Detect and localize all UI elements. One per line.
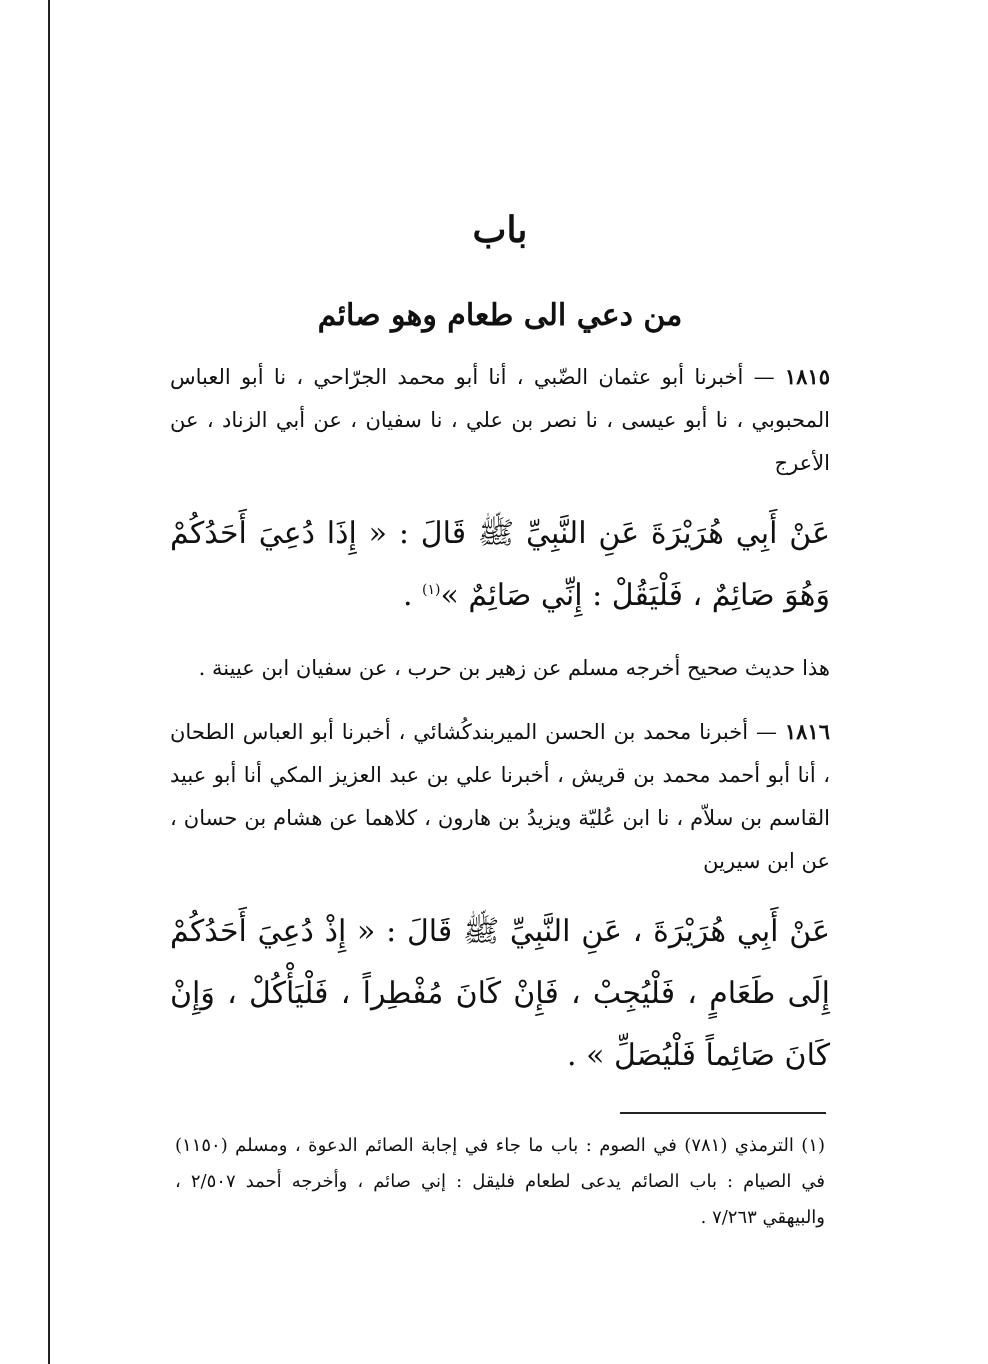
page-gutter-line bbox=[48, 0, 50, 1364]
footnote-1: (١) الترمذي (٧٨١) في الصوم : باب ما جاء في إجابة الصائم الدعوة ، ومسلم (١١٥٠) في الصيام : باب الصائم يدعى لطعام فليقل : إني صائم ، وأخرجه أحمد ٢/٥٠٧ ، والبيهقي ٧/٢٦٣ . bbox=[175, 1135, 826, 1228]
hadith-1816-isnad bbox=[170, 710, 830, 883]
hadith-1816-matn: عَنْ أَبِي هُرَيْرَةَ ، عَنِ النَّبِيِّ ﷺ قَالَ : « إِذْ دُعِيَ أَحَدُكُمْ إِلَى طَعَامٍ ، فَلْيُجِبْ ، فَإِنْ كَانَ مُفْطِراً ، فَلْيَأْكُلْ ، وَإِنْ كَانَ صَائِماً فَلْيُصَلِّ » . bbox=[170, 914, 830, 1073]
footnote-separator bbox=[620, 1112, 826, 1114]
hadith-1815-matn bbox=[170, 503, 830, 627]
footnote-marker: (١) bbox=[422, 582, 441, 598]
hadith-1815-number: ١٨١٥ bbox=[784, 364, 830, 389]
hadith-1815-isnad bbox=[170, 355, 830, 485]
hadith-1815-matn-text: عَنْ أَبِي هُرَيْرَةَ عَنِ النَّبِيِّ ﷺ قَالَ : « إِذَا دُعِيَ أَحَدُكُمْ وَهُوَ صَائِمٌ ، فَلْيَقُلْ : إِنِّي صَائِمٌ » bbox=[170, 516, 830, 613]
chapter-heading: باب bbox=[472, 209, 528, 251]
chapter-title: من دعي الى طعام وهو صائم bbox=[317, 298, 683, 333]
hadith-1816-isnad-text: — أخبرنا محمد بن الحسن الميربندكُشائي ، أخبرنا أبو العباس الطحان ، أنا أبو أحمد محمد بن قريش ، أخبرنا علي بن عبد العزيز المكي أنا أبو عبيد القاسم بن سلاّم ، نا ابن عُليّة ويزيدُ بن هارون ، كلاهما عن هشام بن حسان ، عن ابن سيرين bbox=[170, 720, 830, 873]
hadith-1816-number: ١٨١٦ bbox=[784, 719, 830, 744]
hadith-1815-isnad-text: — أخبرنا أبو عثمان الضّبي ، أنا أبو محمد الجرّاحي ، نا أبو العباس المحبوبي ، نا أبو عيسى ، نا نصر بن علي ، نا سفيان ، عن أبي الزناد ، عن الأعرج bbox=[170, 365, 830, 475]
hadith-1815-commentary: هذا حديث صحيح أخرجه مسلم عن زهير بن حرب ، عن سفيان ابن عيينة . bbox=[198, 656, 830, 680]
hadith-1815-matn-end: . bbox=[402, 578, 423, 613]
page-body bbox=[170, 200, 830, 1087]
